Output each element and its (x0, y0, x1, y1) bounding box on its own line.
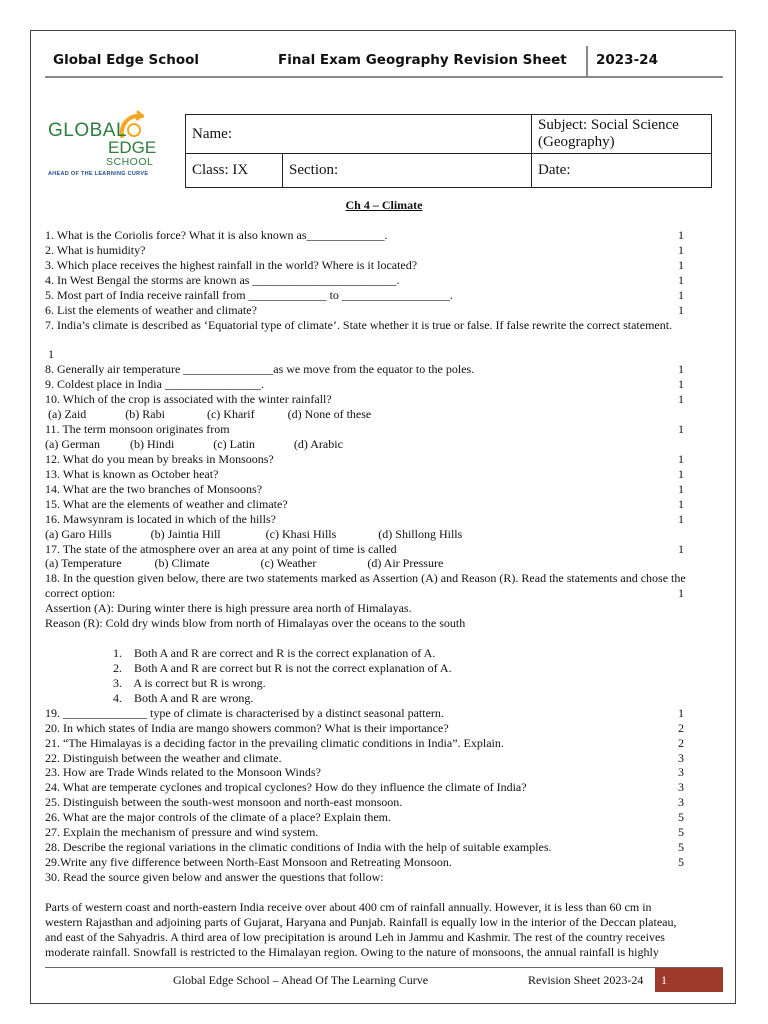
question-marks: 1 (678, 377, 684, 392)
question-marks: 1 (678, 496, 684, 511)
question-line: 1. Both A and R are correct and R is the correct explanation of A. (113, 646, 436, 661)
question-line: 11. The term monsoon originates from (45, 422, 230, 437)
question-line: 16. Mawsynram is located in which of the hills? (45, 511, 276, 526)
question-line: 22. Distinguish between the weather and climate. (45, 750, 282, 765)
question-marks: 3 (678, 765, 684, 780)
question-marks: 1 (678, 451, 684, 466)
question-marks: 5 (678, 840, 684, 855)
question-line: 25. Distinguish between the south-west monsoon and north-east monsoon. (45, 795, 403, 810)
question-line: 26. What are the major controls of the climate of a place? Explain them. (45, 810, 391, 825)
question-marks: 5 (678, 810, 684, 825)
question-line: western Rajasthan and adjoining parts of Gujarat, Haryana and Punjab. Rainfall is equally low in the interior of the Deccan plateau, (45, 914, 677, 929)
question-line: (a) Zaid (b) Rabi (c) Kharif (d) None of these (45, 407, 372, 422)
question-line: (a) Temperature (b) Climate (c) Weather (d) Air Pressure (45, 556, 444, 571)
question-line: 23. How are Trade Winds related to the Monsoon Winds? (45, 765, 321, 780)
subject-line-2: (Geography) (538, 134, 615, 150)
question-line: 3. Which place receives the highest rainfall in the world? Where is it located? (45, 257, 418, 272)
question-line: 20. In which states of India are mango showers common? What is their importance? (45, 720, 449, 735)
student-info-table (185, 114, 712, 188)
question-marks: 1 (678, 287, 684, 302)
question-line: 13. What is known as October heat? (45, 466, 219, 481)
logo-text-school: SCHOOL (106, 156, 154, 168)
question-line: 4. Both A and R are wrong. (113, 690, 254, 705)
question-line: 19. ______________ type of climate is characterised by a distinct seasonal pattern. (45, 705, 444, 720)
question-marks: 1 (678, 272, 684, 287)
question-line: 3. A is correct but R is wrong. (113, 675, 266, 690)
question-marks: 1 (678, 511, 684, 526)
question-marks: 1 (678, 586, 684, 601)
question-line: correct option: (45, 586, 116, 601)
school-logo (46, 110, 161, 182)
question-marks: 1 (678, 302, 684, 317)
subject-cell (532, 115, 712, 154)
question-line: 8. Generally air temperature _______________as we move from the equator to the poles. (45, 362, 475, 377)
question-line: 6. List the elements of weather and climate? (45, 302, 257, 317)
subject-line-1: Subject: Social Science (538, 117, 679, 133)
question-marks: 1 (678, 481, 684, 496)
question-marks: 1 (678, 541, 684, 556)
question-marks: 2 (678, 735, 684, 750)
question-marks: 3 (678, 750, 684, 765)
page-number: 1 (661, 973, 667, 987)
question-line: 1 (45, 347, 54, 362)
question-line: 17. The state of the atmosphere over an area at any point of time is called (45, 541, 397, 556)
question-marks: 1 (678, 422, 684, 437)
question-line: Reason (R): Cold dry winds blow from north of Himalayas over the oceans to the south (45, 616, 466, 631)
question-line: 29.Write any five difference between North-East Monsoon and Retreating Monsoon. (45, 855, 452, 870)
question-line: 9. Coldest place in India ________________. (45, 377, 264, 392)
footer-school-text: Global Edge School – Ahead Of The Learning Curve (173, 973, 429, 987)
name-field[interactable]: Name: (186, 115, 532, 154)
logo-text-global: GLOBAL (48, 120, 128, 141)
question-marks: 2 (678, 720, 684, 735)
page-number-badge (655, 968, 723, 992)
question-line: 30. Read the source given below and answer the questions that follow: (45, 869, 384, 884)
page-footer (45, 967, 723, 993)
question-marks: 5 (678, 855, 684, 870)
question-line: moderate rainfall. Snowfall is restricted to the Himalayan region. Owing to the nature of monsoons, the annual rainfall is highly (45, 944, 659, 959)
footer-sheet-text: Revision Sheet 2023-24 (528, 973, 644, 987)
question-line: 28. Describe the regional variations in the climatic conditions of India with the help of suitable examples. (45, 840, 552, 855)
question-line: (a) Garo Hills (b) Jaintia Hill (c) Khasi Hills (d) Shillong Hills (45, 526, 463, 541)
question-line: (a) German (b) Hindi (c) Latin (d) Arabic (45, 437, 343, 452)
chapter-title: Ch 4 – Climate (345, 198, 423, 212)
header-title: Final Exam Geography Revision Sheet (278, 52, 567, 68)
question-line: 10. Which of the crop is associated with the winter rainfall? (45, 392, 332, 407)
question-line: 21. “The Himalayas is a deciding factor in the prevailing climatic conditions in India”. Explain. (45, 735, 504, 750)
page-header (45, 44, 723, 78)
question-line: 14. What are the two branches of Monsoons? (45, 481, 263, 496)
question-line: Assertion (A): During winter there is high pressure area north of Himalayas. (45, 601, 412, 616)
question-marks: 3 (678, 780, 684, 795)
class-field[interactable]: Class: IX (186, 154, 283, 188)
question-line: 2. Both A and R are correct but R is not the correct explanation of A. (113, 660, 452, 675)
question-line: and east of the Sahyadris. A third area of low precipitation is around Leh in Jammu and Kashmir. The rest of the country receives (45, 929, 665, 944)
question-line: 5. Most part of India receive rainfall from _____________ to __________________. (45, 287, 453, 302)
date-field[interactable]: Date: (532, 154, 712, 188)
question-marks: 1 (678, 228, 684, 242)
question-marks: 5 (678, 825, 684, 840)
question-marks: 1 (678, 466, 684, 481)
header-year: 2023-24 (596, 52, 658, 68)
logo-tagline: AHEAD OF THE LEARNING CURVE (48, 171, 149, 177)
question-marks: 3 (678, 795, 684, 810)
question-marks: 1 (678, 362, 684, 377)
header-divider (586, 46, 588, 76)
question-marks: 1 (678, 705, 684, 720)
question-line: 2. What is humidity? (45, 242, 146, 257)
header-school-name: Global Edge School (53, 52, 200, 68)
question-marks: 1 (678, 242, 684, 257)
question-line: 4. In West Bengal the storms are known as ________________________. (45, 272, 400, 287)
question-line: Parts of western coast and north-eastern India receive over about 400 cm of rainfall annually. However, it is less than 60 cm in (45, 899, 652, 914)
section-field[interactable]: Section: (283, 154, 532, 188)
question-line: 27. Explain the mechanism of pressure and wind system. (45, 825, 319, 840)
question-line: 18. In the question given below, there are two statements marked as Assertion (A) and Reason (R). Read the statements and chose the (45, 571, 686, 586)
logo-text-edge: EDGE (108, 138, 157, 157)
question-line: 1. What is the Coriolis force? What it is also known as_____________. (45, 228, 388, 242)
question-line: 24. What are temperate cyclones and tropical cyclones? How do they influence the climate of India? (45, 780, 527, 795)
question-marks: 1 (678, 257, 684, 272)
question-line: 12. What do you mean by breaks in Monsoons? (45, 451, 274, 466)
question-marks: 1 (678, 392, 684, 407)
question-line: 15. What are the elements of weather and climate? (45, 496, 288, 511)
question-line: 7. India’s climate is described as ‘Equatorial type of climate’. State whether it is true or false. If false rewrite the correct statement. (45, 317, 673, 332)
